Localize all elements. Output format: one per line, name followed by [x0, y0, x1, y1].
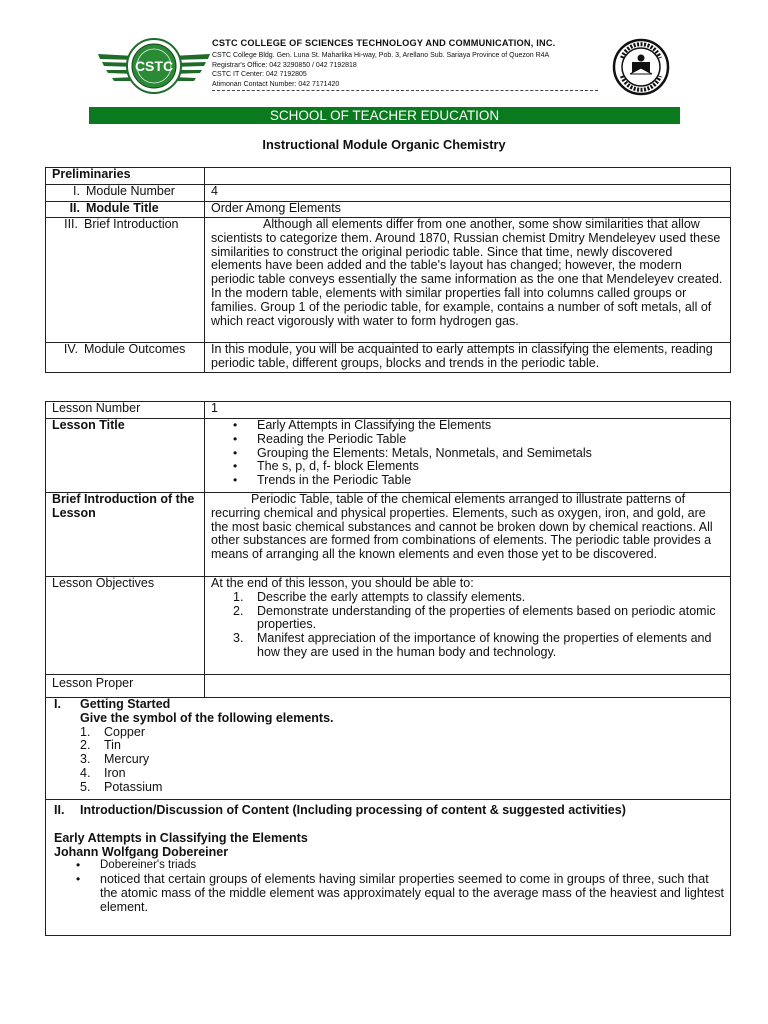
lesson-number-label: Lesson Number [46, 402, 205, 419]
document-header [0, 0, 768, 110]
college-name: CSTC COLLEGE OF SCIENCES TECHNOLOGY AND COMMUNICATION, INC. [212, 38, 556, 48]
header-divider [212, 90, 598, 91]
lesson-titles-cell [205, 419, 731, 493]
table-row [46, 343, 731, 373]
discussion-subheading: Early Attempts in Classifying the Elements [54, 830, 308, 845]
item-number: 2. [233, 603, 244, 618]
item-number: 4. [80, 765, 91, 780]
objectives-list [211, 591, 724, 660]
module-outcomes-text: In this module, you will be acquainted to early attempts in classifying the elements, reading periodic table, different groups, blocks and trends in the periodic table. [205, 343, 731, 373]
list-item: • Reading the Periodic Table [233, 433, 724, 447]
row-label [46, 218, 205, 343]
section-heading-text: Getting Started [80, 697, 171, 711]
school-of-teacher-education-seal-icon [608, 38, 674, 96]
item-text: Tin [104, 738, 121, 753]
page-title: Instructional Module Organic Chemistry [262, 137, 506, 152]
row-number: III. [64, 217, 78, 231]
registrar-contact: Registrar's Office: 042 3290850 / 042 7192818 [212, 61, 357, 69]
item-number: 1. [233, 589, 244, 604]
item-number: 5. [80, 779, 91, 794]
list-item: • Grouping the Elements: Metals, Nonmetals, and Semimetals [233, 447, 724, 461]
table-row [46, 185, 731, 202]
table-row [46, 168, 731, 185]
row-label [46, 185, 205, 202]
getting-started-section [46, 698, 731, 800]
cstc-logo-icon [96, 34, 212, 98]
table-row [46, 402, 731, 419]
list-item [80, 781, 724, 795]
list-item: • Trends in the Periodic Table [233, 474, 724, 488]
college-address: CSTC College Bldg. Gen. Luna St. Maharlika Hi-way, Pob. 3, Arellano Sub. Sariaya Province of Quezon R4A [212, 52, 550, 59]
scientist-name: Johann Wolfgang Dobereiner [54, 844, 229, 859]
discussion-bullets [54, 859, 724, 914]
module-title-value: Order Among Elements [205, 202, 731, 218]
preliminaries-heading: Preliminaries [46, 168, 205, 185]
lesson-number-value: 1 [205, 402, 731, 419]
table-row [46, 419, 731, 493]
table-row [46, 698, 731, 800]
row-label [46, 343, 205, 373]
list-item: • The s, p, d, f- block Elements [233, 460, 724, 474]
section-number: II. [54, 803, 65, 817]
atimonan-contact: Atimonan Contact Number: 042 7171420 [212, 80, 340, 88]
row-number: I. [73, 184, 80, 198]
list-item: • noticed that certain groups of elements having similar properties seemed to come in groups of three, such that the atomic mass of the middle element was approximately equal to the average mass of the heaviest and lightest element. [76, 873, 724, 914]
lesson-title-list [211, 419, 724, 488]
section-number: I. [54, 697, 61, 711]
table-cell [205, 168, 731, 185]
lesson-objectives-cell [205, 577, 731, 675]
row-number: IV. [63, 342, 78, 356]
lesson-title-label: Lesson Title [46, 419, 205, 493]
college-info [212, 38, 612, 89]
list-item [80, 726, 724, 740]
objectives-lead: At the end of this lesson, you should be able to: [211, 576, 474, 590]
item-text: Describe the early attempts to classify elements. [257, 589, 526, 604]
discussion-section [46, 800, 731, 936]
item-number: 3. [233, 631, 244, 646]
list-item [80, 753, 724, 767]
lesson-intro-label: Brief Introduction of the Lesson [46, 493, 205, 577]
row-label-text: Brief Introduction [84, 217, 179, 231]
item-text: Copper [104, 724, 145, 739]
preliminaries-table [45, 167, 731, 373]
item-number: 2. [80, 738, 91, 753]
item-text: Manifest appreciation of the importance of knowing the properties of elements and how they are used in the human body and technology. [257, 631, 712, 659]
logo-left-text: CSTC [134, 58, 174, 74]
row-label-text: Module Number [86, 184, 175, 198]
getting-started-heading [54, 698, 724, 712]
discussion-heading [54, 804, 724, 818]
row-number: II. [69, 201, 80, 215]
module-number-value: 4 [205, 185, 731, 202]
brief-introduction-text: Although all elements differ from one another, some show similarities that allow scientists to categorize them. Around 1870, Russian chemist Dmitry Mendeleyev used these similarities to construct the original periodic table. Since that time, newly discovered elements have been added and the table's layout has changed; however, the modern periodic table conveys essentially the same information as the one that Mendeleyev created. In the modern table, elements with similar properties fall into columns called groups or families. Group 1 of the periodic table, for example, contains a number of soft metals, all of which react vigorously with water to form hydrogen gas. [205, 218, 731, 343]
list-item [80, 739, 724, 753]
list-item [233, 605, 724, 633]
section-heading-text: Introduction/Discussion of Content (Including processing of content & suggested activities) [80, 803, 626, 817]
school-banner: SCHOOL OF TEACHER EDUCATION [89, 107, 680, 124]
list-item [233, 591, 724, 605]
lesson-proper-label: Lesson Proper [46, 675, 205, 698]
table-row [46, 202, 731, 218]
getting-started-instruction: Give the symbol of the following elements. [80, 710, 334, 725]
table-row [46, 218, 731, 343]
lesson-objectives-label: Lesson Objectives [46, 577, 205, 675]
list-item: • Early Attempts in Classifying the Elements [233, 419, 724, 433]
item-number: 1. [80, 724, 91, 739]
table-row [46, 493, 731, 577]
list-item [233, 632, 724, 660]
table-row [46, 675, 731, 698]
list-item: • Dobereiner's triads [76, 859, 724, 873]
row-label-text: Module Title [86, 201, 159, 215]
elements-list [54, 726, 724, 795]
row-label-text: Module Outcomes [84, 342, 186, 356]
row-label [46, 202, 205, 218]
table-row [46, 577, 731, 675]
item-text: Iron [104, 765, 126, 780]
item-text: Potassium [104, 779, 163, 794]
item-text: Mercury [104, 752, 150, 767]
item-number: 3. [80, 752, 91, 767]
table-cell [205, 675, 731, 698]
lesson-table [45, 401, 731, 936]
it-center-contact: CSTC IT Center: 042 7192805 [212, 71, 307, 79]
item-text: Demonstrate understanding of the properties of elements based on periodic atomic properties. [257, 603, 716, 632]
lesson-intro-text: Periodic Table, table of the chemical elements arranged to illustrate patterns of recurring chemical and physical properties. Elements, such as oxygen, iron, and gold, are the most basic chemical substances and cannot be broken down by chemical reactions. All other substances are formed from combinations of elements. The periodic table provides a means of arranging all the known elements and even those yet to be discovered. [205, 493, 731, 577]
table-row [46, 800, 731, 936]
list-item [80, 767, 724, 781]
